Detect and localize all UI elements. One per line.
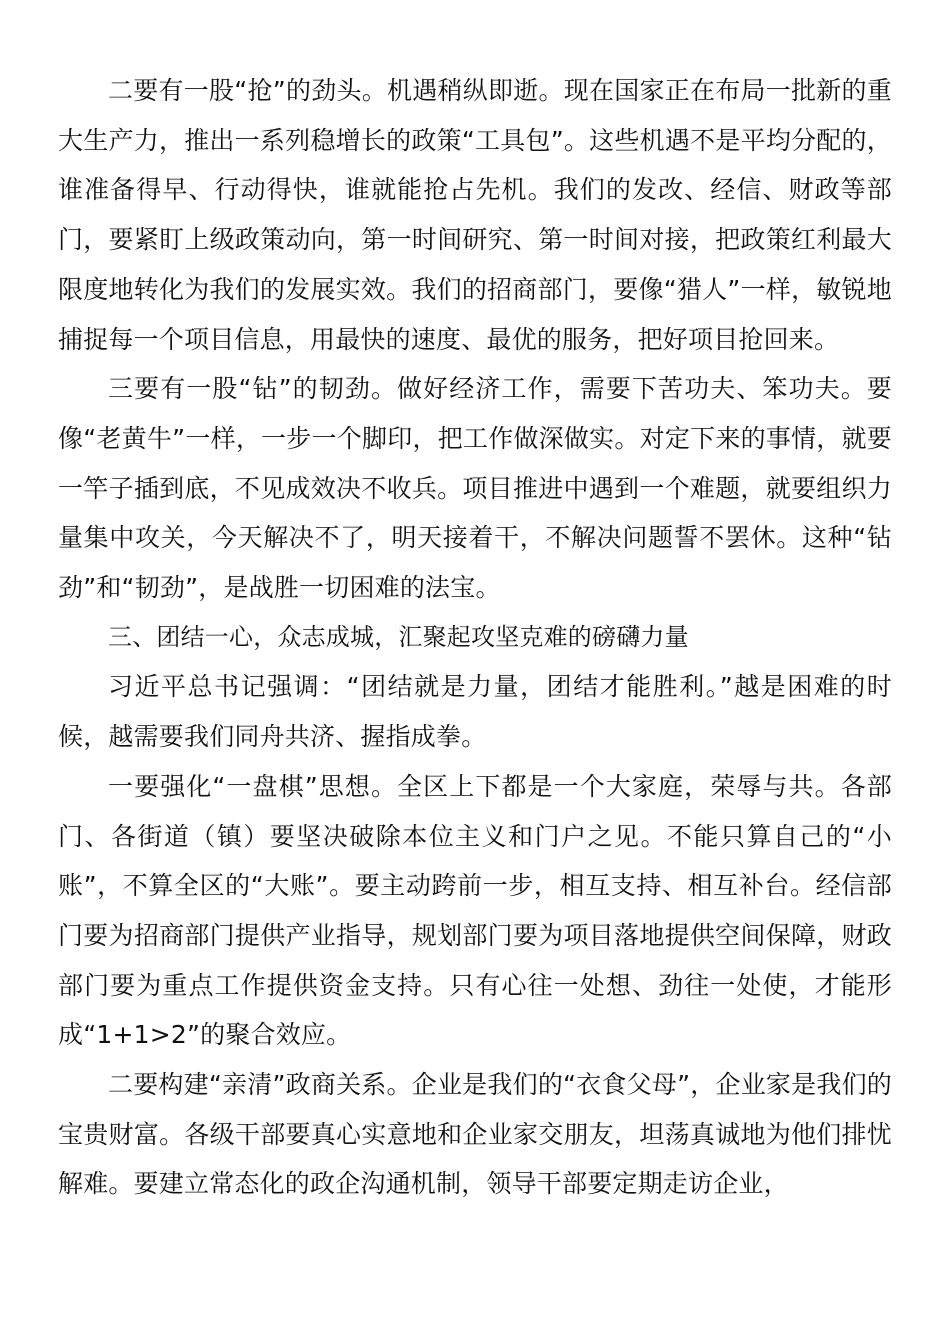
paragraph-chessboard-thinking: 一要强化“一盘棋”思想。全区上下都是一个大家庭，荣辱与共。各部门、各街道（镇）要坚决破除本位主义和门户之见。不能只算自己的“小账”，不算全区的“大账”。要主动跨前一步，相互支持、相互补台。经信部门要为招商部门提供产业指导，规划部门要为项目落地提供空间保障，财政部门要为重点工作提供资金支持。只有心往一处想、劲往一处使，才能形成“1+1>2”的聚合效应。	[58, 771, 892, 1050]
paragraph-government-business-relations: 二要构建“亲清”政商关系。企业是我们的“衣食父母”，企业家是我们的宝贵财富。各级干部要真心实意地和企业家交朋友，坦荡真诚地为他们排忧解难。要建立常态化的政企沟通机制，领导干部要定期走访企业，	[58, 1070, 892, 1199]
paragraph-grab-momentum: 二要有一股“抢”的劲头。机遇稍纵即逝。现在国家正在布局一批新的重大生产力，推出一系列稳增长的政策“工具包”。这些机遇不是平均分配的，谁准备得早、行动得快，谁就能抢占先机。我们的发改、经信、财政等部门，要紧盯上级政策动向，第一时间研究、第一时间对接，把政策红利最大限度地转化为我们的发展实效。我们的招商部门，要像“猎人”一样，敏锐地捕捉每一个项目信息，用最快的速度、最优的服务，把好项目抢回来。	[58, 76, 892, 354]
section-heading-unity: 三、团结一心，众志成城，汇聚起攻坚克难的磅礴力量	[108, 622, 689, 651]
paragraph-unity-quote: 习近平总书记强调：“团结就是力量，团结才能胜利。”越是困难的时候，越需要我们同舟共济、握指成拳。	[58, 672, 892, 752]
document-body	[58, 66, 892, 1209]
paragraph-drill-tenacity: 三要有一股“钻”的韧劲。做好经济工作，需要下苦功夫、笨功夫。要像“老黄牛”一样，一步一个脚印，把工作做深做实。对定下来的事情，就要一竿子插到底，不见成效决不收兵。项目推进中遇到一个难题，就要组织力量集中攻关，今天解决不了，明天接着干，不解决问题誓不罢休。这种“钻劲”和“韧劲”，是战胜一切困难的法宝。	[58, 374, 892, 603]
